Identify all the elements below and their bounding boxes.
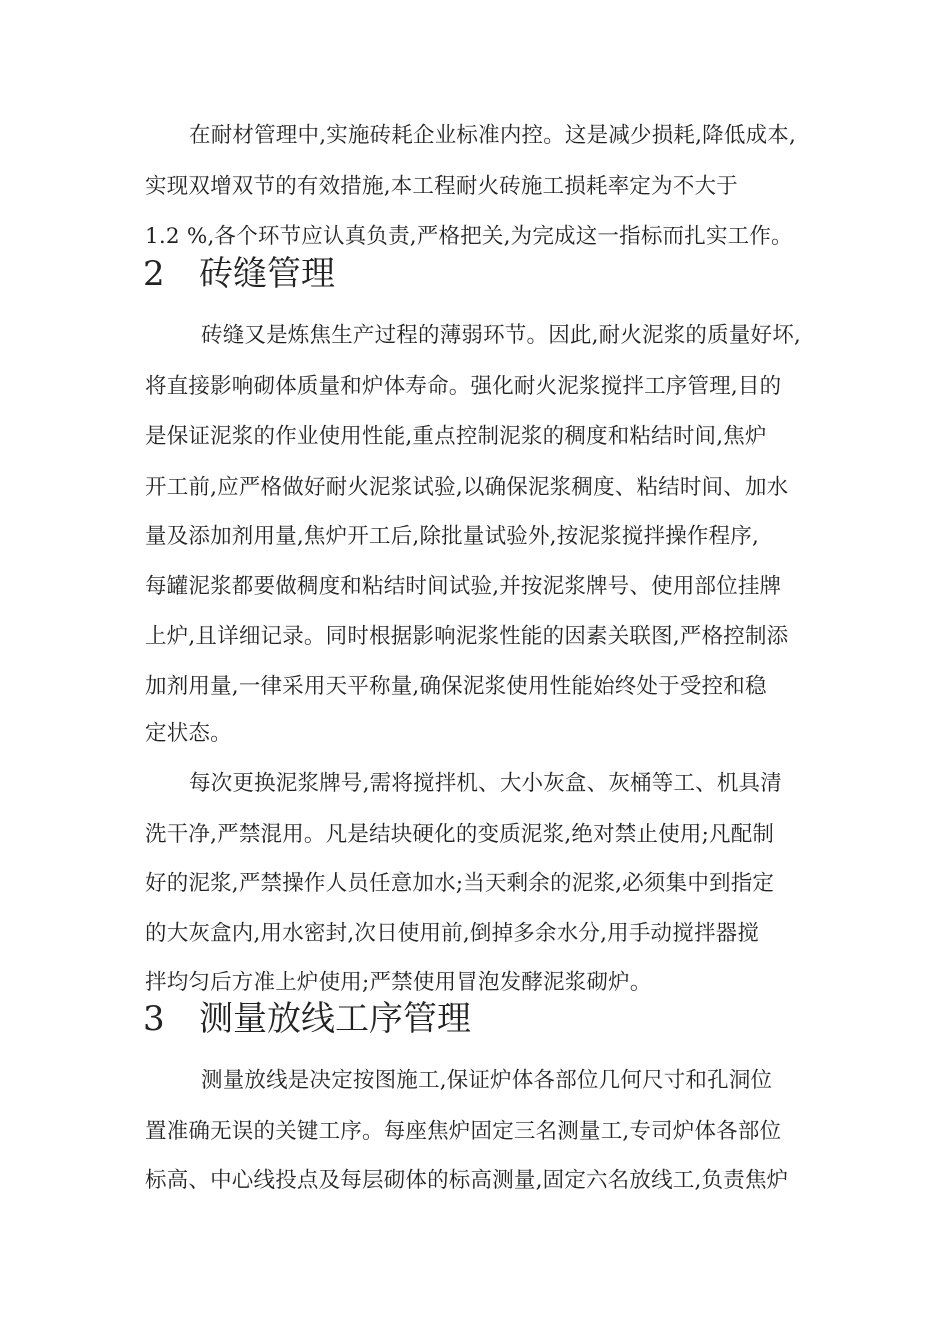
paragraph-line: 标高、中心线投点及每层砌体的标高测量,固定六名放线工,负责焦炉 [145,1168,789,1193]
paragraph-line: 置准确无误的关键工序。每座焦炉固定三名测量工,专司炉体各部位 [145,1119,782,1144]
paragraph-line: 开工前,应严格做好耐火泥浆试验,以确保泥浆稠度、粘结时间、加水 [145,475,789,500]
section-number: 3 [143,999,165,1039]
paragraph-line: 每罐泥浆都要做稠度和粘结时间试验,并按泥浆牌号、使用部位挂牌 [145,574,782,599]
section-title: 砖缝管理 [199,254,335,294]
section-heading [143,252,335,296]
paragraph-line: 1.2 %,各个环节应认真负责,严格把关,为完成这一指标而扎实工作。 [145,224,793,249]
paragraph-line: 拌均匀后方准上炉使用;严禁使用冒泡发酵泥浆砌炉。 [145,970,652,995]
paragraph-line: 好的泥浆,严禁操作人员任意加水;当天剩余的泥浆,必须集中到指定 [145,871,775,896]
paragraph-line: 测量放线是决定按图施工,保证炉体各部位几何尺寸和孔洞位 [201,1068,773,1093]
paragraph-line: 实现双增双节的有效措施,本工程耐火砖施工损耗率定为不大于 [145,174,738,199]
paragraph-line: 的大灰盒内,用水密封,次日使用前,倒掉多余水分,用手动搅拌器搅 [145,921,760,946]
paragraph-line: 在耐材管理中,实施砖耗企业标准内控。这是减少损耗,降低成本, [189,123,797,148]
section-number: 2 [143,254,165,294]
paragraph-line: 上炉,且详细记录。同时根据影响泥浆性能的因素关联图,严格控制添 [145,624,789,649]
paragraph-line: 洗干净,严禁混用。凡是结块硬化的变质泥浆,绝对禁止使用;凡配制 [145,822,775,847]
paragraph-line: 是保证泥浆的作业使用性能,重点控制泥浆的稠度和粘结时间,焦炉 [145,424,767,449]
paragraph-line: 每次更换泥浆牌号,需将搅拌机、大小灰盒、灰桶等工、机具清 [189,771,782,796]
paragraph-line: 将直接影响砌体质量和炉体寿命。强化耐火泥浆搅拌工序管理,目的 [145,374,782,399]
paragraph-line: 定状态。 [145,721,232,746]
paragraph-line: 砖缝又是炼焦生产过程的薄弱环节。因此,耐火泥浆的质量好坏, [201,323,801,348]
section-heading [143,997,471,1041]
paragraph-line: 加剂用量,一律采用天平称量,确保泥浆使用性能始终处于受控和稳 [145,674,767,699]
paragraph-line: 量及添加剂用量,焦炉开工后,除批量试验外,按泥浆搅拌操作程序, [145,524,760,549]
section-title: 测量放线工序管理 [199,999,471,1039]
